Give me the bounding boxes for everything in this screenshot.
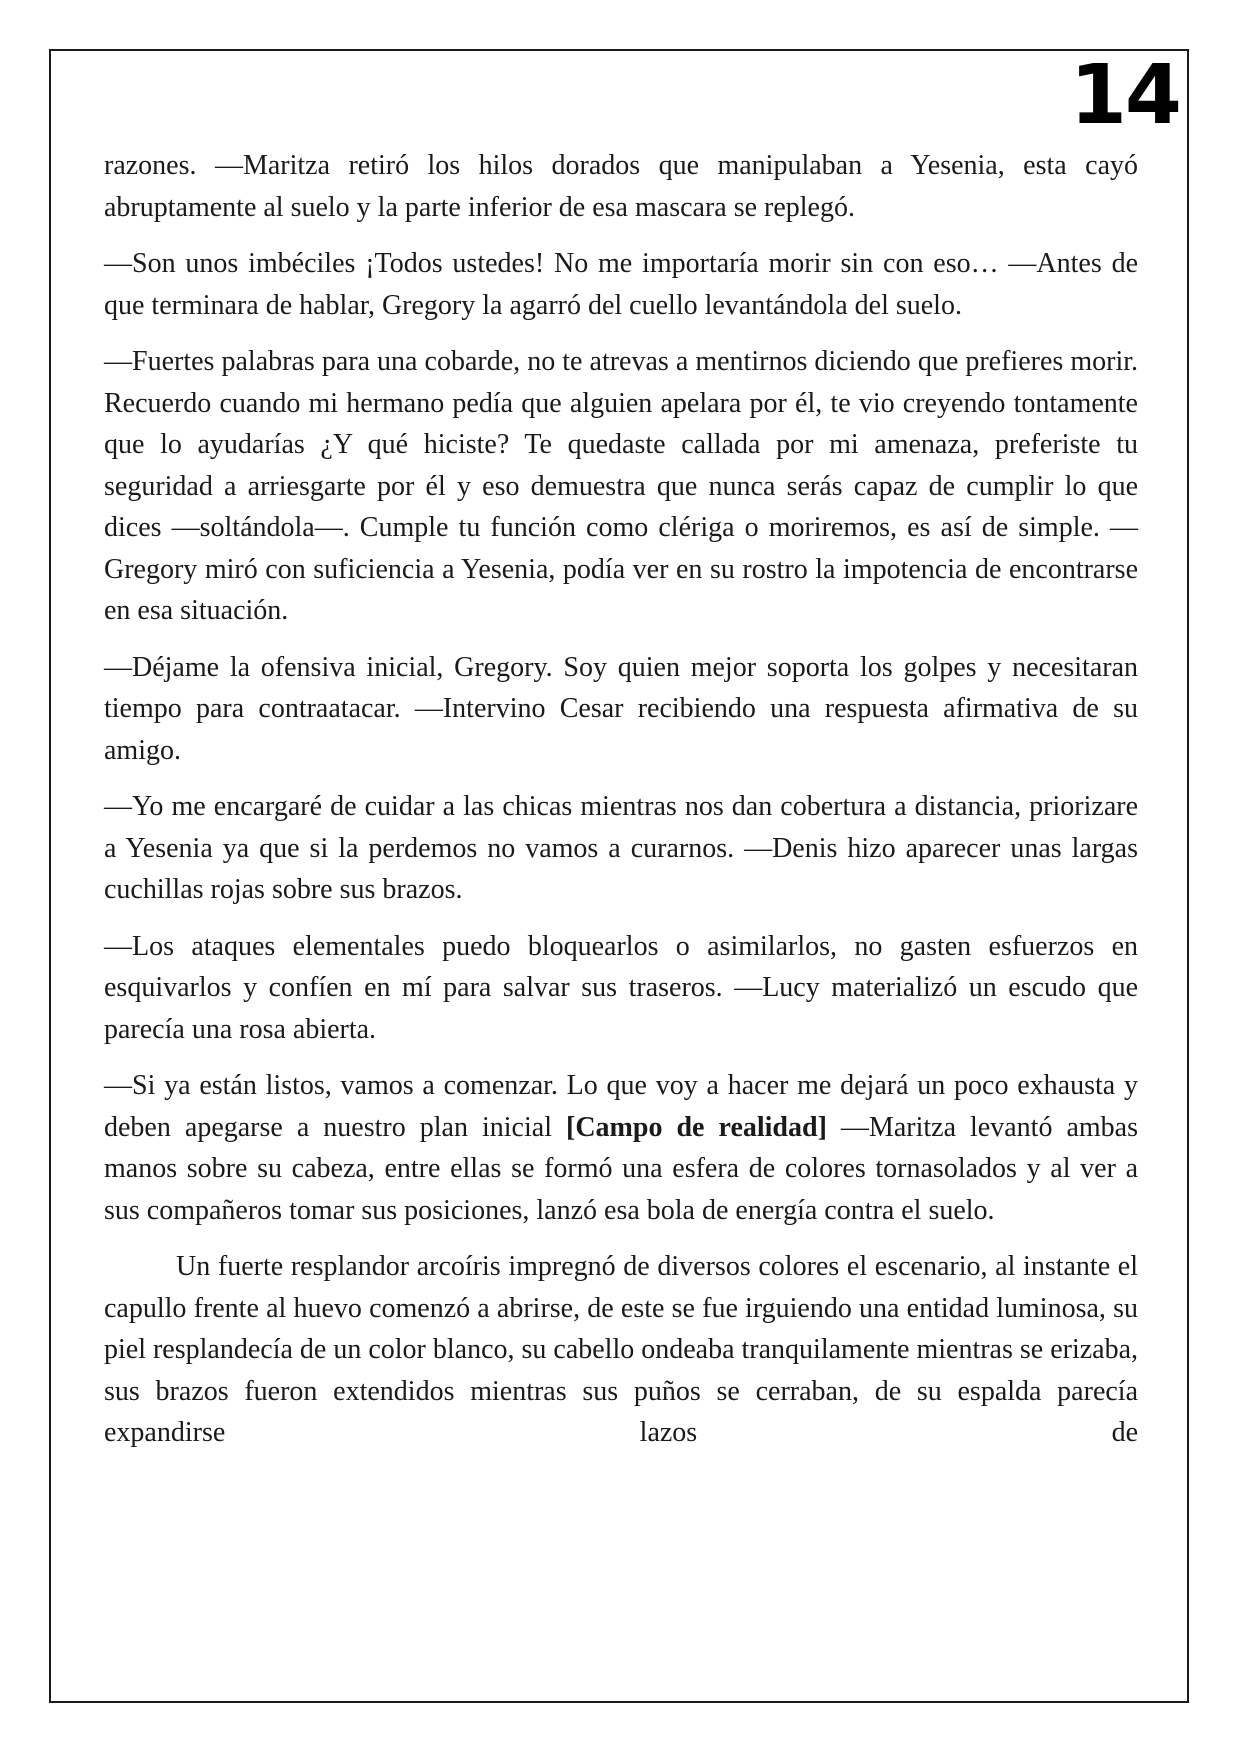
paragraph-7-text-after: —Maritza levantó ambas manos sobre su cabeza, entre ellas se formó una esfera de colores tornasolados y al ver a sus compañeros tomar sus posiciones, lanzó esa bola de energía contra el suelo.: [104, 1111, 1139, 1226]
paragraph-6: —Los ataques elementales puedo bloquearlos o asimilarlos, no gasten esfuerzos en esquivarlos y confíen en mí para salvar sus traseros. —Lucy materializó un escudo que parecía una rosa abierta.: [104, 930, 1138, 1045]
paragraph-1: razones. —Maritza retiró los hilos dorados que manipulaban a Yesenia, esta cayó abruptamente al suelo y la parte inferior de esa mascara se replegó.: [104, 150, 1138, 223]
paragraph-8: Un fuerte resplandor arcoíris impregnó de diversos colores el escenario, al instante el capullo frente al huevo comenzó a abrirse, de este se fue irguiendo una entidad luminosa, su piel resplandecía de un color blanco, su cabello ondeaba tranquilamente mientras se erizaba, sus brazos fueron extendidos mientras sus puños se cerraban, de su espalda parecía expandirse lazos de: [104, 1251, 1139, 1448]
paragraph-3: —Fuertes palabras para una cobarde, no te atrevas a mentirnos diciendo que prefieres morir. Recuerdo cuando mi hermano pedía que alguien apelara por él, te vio creyendo tontamente que lo ayudarías ¿Y qué hiciste? Te quedaste callada por mi amenaza, preferiste tu seguridad a arriesgarte por él y eso demuestra que nunca serás capaz de cumplir lo que dices —soltándola—. Cumple tu función como clériga o moriremos, es así de simple. —Gregory miró con suficiencia a Yesenia, podía ver en su rostro la impotencia de encontrarse en esa situación.: [104, 346, 1138, 626]
ability-name: [Campo de realidad]: [566, 1111, 827, 1143]
paragraph-5: —Yo me encargaré de cuidar a las chicas mientras nos dan cobertura a distancia, priorizare a Yesenia ya que si la perdemos no vamos a curarnos. —Denis hizo aparecer unas largas cuchillas rojas sobre sus brazos.: [104, 791, 1138, 905]
page-number: 14: [1069, 48, 1180, 143]
chapter-text: [104, 145, 1138, 1469]
paragraph-7-text-before: —Si ya están listos, vamos a comenzar. Lo que voy a hacer me dejará un poco exhausta y deben apegarse a nuestro plan inicial: [104, 1070, 1138, 1143]
paragraph-2: —Son unos imbéciles ¡Todos ustedes! No me importaría morir sin con eso… —Antes de que terminara de hablar, Gregory la agarró del cuello levantándola del suelo.: [104, 248, 1138, 321]
paragraph-4: —Déjame la ofensiva inicial, Gregory. Soy quien mejor soporta los golpes y necesitaran tiempo para contraatacar. —Intervino Cesar recibiendo una respuesta afirmativa de su amigo.: [104, 651, 1138, 766]
paragraph-7: [104, 1065, 1138, 1231]
